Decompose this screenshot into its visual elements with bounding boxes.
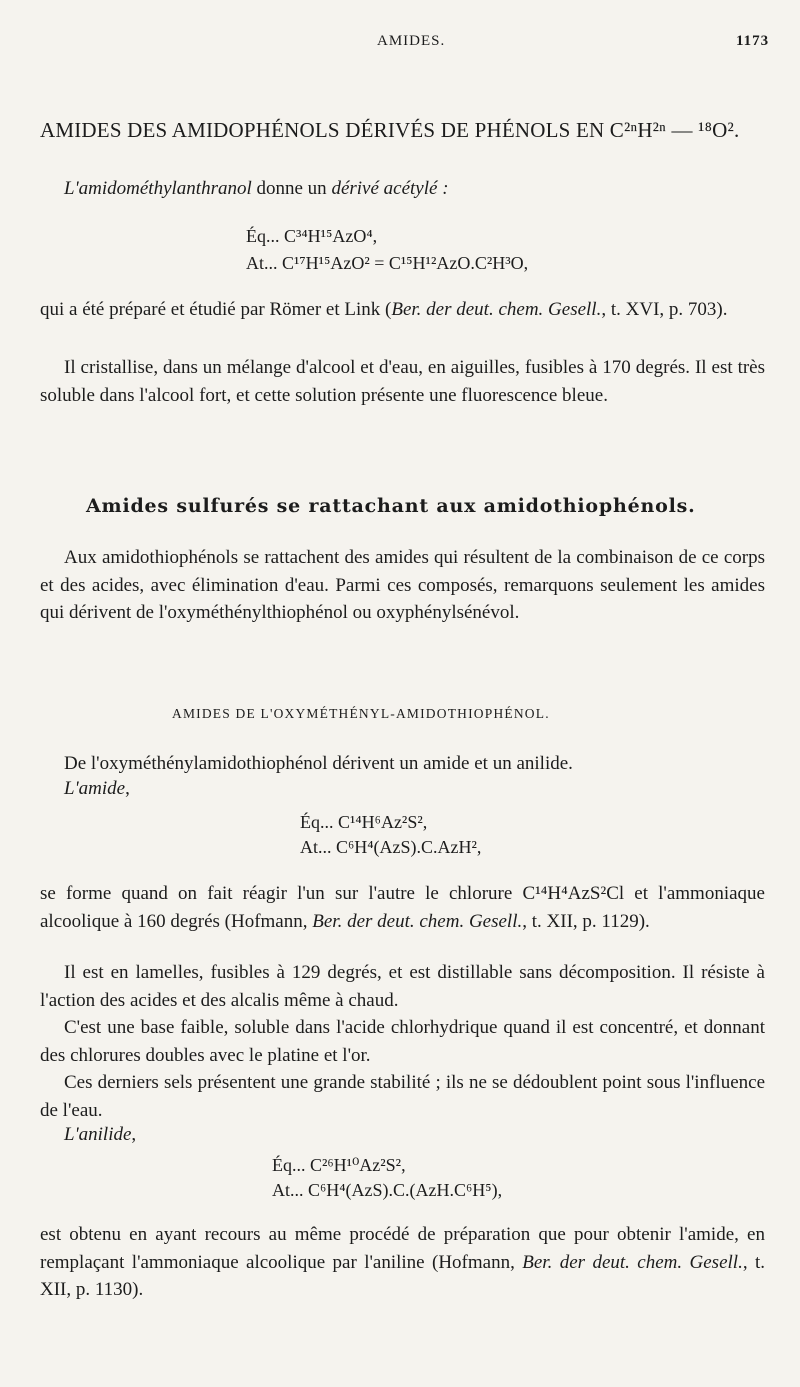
para1-ref: Ber. der deut. chem. Gesell. — [391, 299, 602, 320]
anilide-article: L' — [64, 1124, 79, 1145]
formula1-at: At... C¹⁷H¹⁵AzO² = C¹⁵H¹²AzO.C²H³O, — [246, 253, 529, 273]
intro-line — [64, 178, 449, 200]
page-number: 1173 — [736, 33, 770, 49]
anilide-word: anilide — [78, 1124, 132, 1145]
paragraph-amidothiophenols: Aux amidothiophénols se rattachent des amides qui résultent de la combinaison de ce corps et des acides, avec élimination d'eau. Parmi ces composés, remarquons seulement les amides qui dérivent de l'oxyméthénylthiophénol ou oxyphénylsénévol. — [40, 547, 765, 623]
formula2-at: At... C⁶H⁴(AzS).C.AzH², — [300, 837, 482, 857]
para5-tail: , t. XII, p. 1129). — [522, 910, 650, 932]
para5-text: se forme quand on fait réagir l'un sur l'autre le chlorure C¹⁴H⁴AzS²Cl et l'ammoniaque alcoolique à 160 degrés (Hofmann, — [40, 883, 765, 932]
paragraph-derivatives: De l'oxyméthénylamidothiophénol dérivent un amide et un anilide. — [64, 753, 573, 774]
anilide-label — [64, 1124, 136, 1146]
page-title: AMIDES DES AMIDOPHÉNOLS DÉRIVÉS DE PHÉNOLS EN C²ⁿH²ⁿ — ¹⁸O². — [40, 118, 740, 142]
paragraph-amide-formation — [40, 880, 765, 935]
amide-article: L' — [64, 778, 79, 799]
paragraph-salts: Ces derniers sels présentent une grande stabilité ; ils ne se dédoublent point sous l'influence de l'eau. — [40, 1072, 765, 1121]
paragraph-preparation — [40, 296, 765, 324]
para1-tail: , t. XVI, p. 703). — [601, 299, 728, 320]
formula3-at: At... C⁶H⁴(AzS).C.(AzH.C⁶H⁵), — [272, 1180, 503, 1200]
para9-text: est obtenu en ayant recours au même procédé de préparation que pour obtenir l'amide, en remplaçant l'ammoniaque alcoolique par l'aniline (Hofmann, — [40, 1224, 765, 1273]
anilide-comma: , — [131, 1124, 137, 1145]
amide-comma: , — [125, 778, 130, 799]
section-heading-sulfur-amides: Amides sulfurés se rattachant aux amidothiophénols. — [86, 495, 696, 517]
intro-compound: amidométhylanthranol — [78, 178, 252, 199]
formula2-eq: Éq... C¹⁴H⁶Az²S², — [300, 812, 428, 832]
para5-ref: Ber. der deut. chem. Gesell. — [312, 910, 523, 932]
paragraph-amide-properties: Il est en lamelles, fusibles à 129 degrés, et est distillable sans décomposition. Il résiste à l'action des acides et des alcalis même à chaud. — [40, 962, 765, 1011]
para1-text: qui a été préparé et étudié par Römer et Link ( — [40, 299, 392, 320]
intro-derive: dérivé acétylé : — [331, 178, 449, 199]
para9-ref: Ber. der deut. chem. Gesell. — [522, 1251, 743, 1273]
paragraph-crystallization: Il cristallise, dans un mélange d'alcool et d'eau, en aiguilles, fusibles à 170 degrés. Il est très soluble dans l'alcool fort, et cette solution présente une fluorescence bleue. — [40, 357, 765, 406]
paragraph-anilide-preparation — [40, 1221, 765, 1304]
subsection-heading: AMIDES DE L'OXYMÉTHÉNYL-AMIDOTHIOPHÉNOL. — [172, 706, 550, 721]
intro-article: L' — [64, 178, 79, 199]
running-head-title: AMIDES. — [377, 33, 446, 49]
para9-tail: , t. XII, p. 1130). — [40, 1251, 766, 1300]
formula3-eq: Éq... C²⁶H¹⁰Az²S², — [272, 1155, 406, 1175]
formula1-eq: Éq... C³⁴H¹⁵AzO⁴, — [246, 226, 378, 246]
amide-word: amide — [78, 778, 126, 799]
paragraph-weak-base: C'est une base faible, soluble dans l'acide chlorhydrique quand il est concentré, et donnant des chlorures doubles avec le platine et l'or. — [40, 1017, 765, 1066]
intro-verb: donne un — [251, 178, 332, 199]
amide-label — [64, 778, 130, 800]
